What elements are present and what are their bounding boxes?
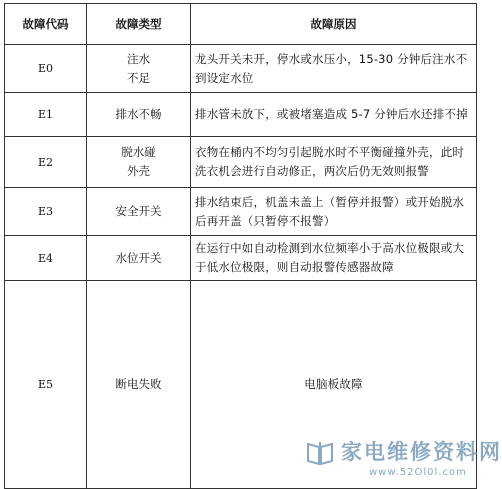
watermark-title: 家电维修资料网 xyxy=(341,439,502,464)
table-row xyxy=(5,236,477,281)
book-logo-icon xyxy=(305,438,335,468)
fault-code-cell: E2 xyxy=(5,137,87,188)
fault-reason-cell: 排水管未放下，或被堵塞造成 5-7 分钟后水还排不掉 xyxy=(191,93,477,137)
table-row xyxy=(5,93,477,137)
fault-code-cell: E0 xyxy=(5,45,87,93)
fault-type-cell: 断电失败 xyxy=(87,281,191,489)
header-fault-reason: 故障原因 xyxy=(191,4,477,45)
fault-type-cell: 排水不畅 xyxy=(87,93,191,137)
fault-code-cell: E3 xyxy=(5,188,87,236)
fault-code-cell: E5 xyxy=(5,281,87,489)
fault-reason-cell: 衣物在桶内不均匀引起脱水时不平衡碰撞外壳，此时洗衣机会进行自动修正，两次后仍无效则报警 xyxy=(191,137,477,188)
fault-reason-cell: 在运行中如自动检测到水位频率小于高水位极限或大于低水位极限，则自动报警传感器故障 xyxy=(191,236,477,281)
fault-type-text: 脱水碰 外壳 xyxy=(121,145,156,178)
fault-type-cell xyxy=(87,45,191,93)
table-row xyxy=(5,188,477,236)
fault-type-text: 注水 不足 xyxy=(127,51,150,85)
fault-type-cell: 水位开关 xyxy=(87,236,191,281)
fault-code-cell: E4 xyxy=(5,236,87,281)
fault-reason-cell: 电脑板故障 xyxy=(191,281,477,489)
fault-code-table xyxy=(4,3,477,489)
fault-code-cell: E1 xyxy=(5,93,87,137)
watermark-site: www.52Ol0l.com xyxy=(369,467,467,478)
fault-reason-cell: 龙头开关未开，停水或水压小，15-30 分钟后注水不到设定水位 xyxy=(191,45,477,93)
table-row xyxy=(5,45,477,93)
table-row xyxy=(5,137,477,188)
fault-type-cell xyxy=(87,137,191,188)
table-header-row xyxy=(5,4,477,45)
header-fault-type: 故障类型 xyxy=(87,4,191,45)
fault-reason-cell: 排水结束后，机盖未盖上（暂停并报警）或开始脱水后再开盖（只暂停不报警） xyxy=(191,188,477,236)
site-watermark xyxy=(305,436,502,482)
header-fault-code: 故障代码 xyxy=(5,4,87,45)
fault-type-cell: 安全开关 xyxy=(87,188,191,236)
